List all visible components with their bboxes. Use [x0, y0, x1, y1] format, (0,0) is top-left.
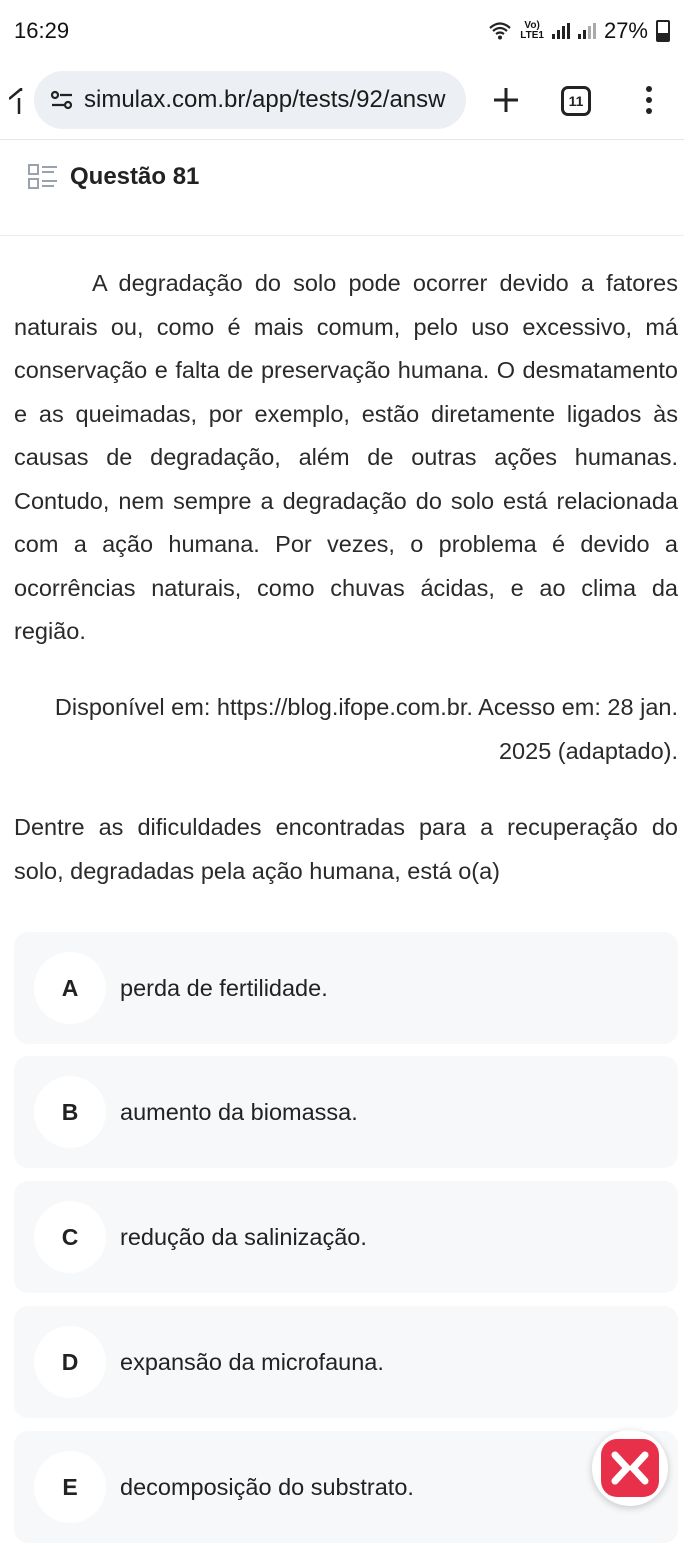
- option-e[interactable]: [14, 1431, 678, 1543]
- home-button[interactable]: [0, 81, 32, 121]
- address-bar[interactable]: [34, 71, 466, 129]
- status-bar: [0, 0, 684, 62]
- option-letter: C: [34, 1201, 106, 1273]
- new-tab-button[interactable]: [486, 80, 526, 120]
- signal-icon: [552, 23, 570, 39]
- option-d[interactable]: [14, 1306, 678, 1418]
- battery-percent: 27%: [603, 18, 648, 43]
- option-text: expansão da microfauna.: [120, 1348, 384, 1375]
- app-logo-icon: [597, 1435, 663, 1501]
- volte-label: Vo): [524, 20, 540, 31]
- plus-icon: [492, 86, 520, 114]
- browser-toolbar: [0, 62, 684, 140]
- question-header: [0, 141, 684, 236]
- passage-source: Disponível em: https://blog.ifope.com.br. Acesso em: 28 jan. 2025 (adaptado).: [54, 694, 678, 764]
- question-title: Questão 81: [70, 163, 200, 190]
- tab-count: 11: [568, 93, 584, 109]
- option-text: redução da salinização.: [120, 1223, 367, 1250]
- question-list-icon[interactable]: [28, 163, 58, 191]
- option-c[interactable]: [14, 1181, 678, 1293]
- question-passage: [14, 262, 678, 654]
- volte-indicator: [520, 21, 544, 41]
- passage-text: A degradação do solo pode ocorrer devido a fatores naturais ou, como é mais comum, pelo uso excessivo, má conservação e falta de preservação humana. O desmatamento e as queimadas, por exemplo, estão diretamente ligados às causas de degradação, além de outras ações humanas. Contudo, nem sempre a degradação do solo está relacionada com a ação humana. Por vezes, o problema é devido a ocorrências naturais, como chuvas ácidas, e ao clima da região.: [14, 270, 678, 644]
- option-text: aumento da biomassa.: [120, 1098, 358, 1125]
- wifi-icon: [488, 21, 512, 41]
- option-letter: A: [34, 952, 106, 1024]
- option-a[interactable]: [14, 932, 678, 1044]
- battery-icon: [656, 20, 670, 42]
- option-letter: D: [34, 1326, 106, 1398]
- home-icon: [9, 88, 23, 114]
- site-settings-icon[interactable]: [48, 86, 76, 114]
- status-icons: [488, 18, 670, 44]
- option-letter: E: [34, 1451, 106, 1523]
- option-b[interactable]: [14, 1056, 678, 1168]
- lte-label: LTE1: [520, 30, 544, 41]
- option-letter: B: [34, 1076, 106, 1148]
- more-menu-icon[interactable]: [634, 80, 664, 120]
- option-text: perda de fertilidade.: [120, 974, 328, 1001]
- signal-icon-2: [578, 23, 596, 39]
- question-prompt: Dentre as dificuldades encontradas para a recuperação do solo, degradadas pela ação humana, está o(a): [14, 814, 678, 884]
- status-time: 16:29: [14, 18, 70, 43]
- option-text: decomposição do substrato.: [120, 1473, 414, 1500]
- url-text: simulax.com.br/app/tests/92/answ: [84, 86, 446, 113]
- tab-switcher-button[interactable]: [561, 86, 591, 116]
- floating-app-button[interactable]: [592, 1430, 668, 1506]
